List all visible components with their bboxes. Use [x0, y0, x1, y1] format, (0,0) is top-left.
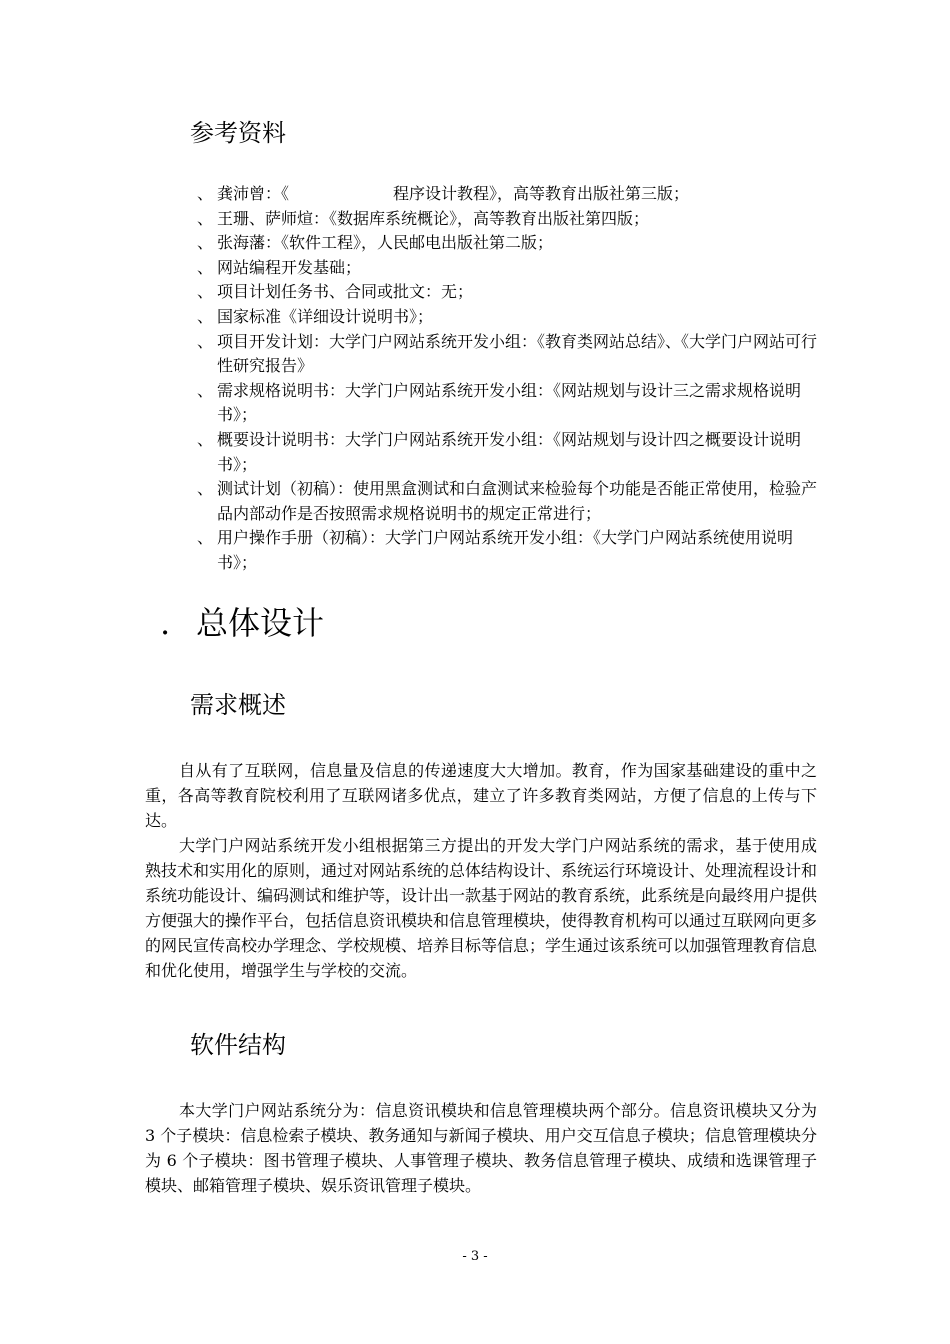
chapter-heading [160, 603, 324, 643]
reference-item: 、 项目开发计划：大学门户网站系统开发小组：《教育类网站总结》、《大学门户网站可行性研究报告》 [197, 331, 818, 376]
reference-item: 、 网站编程开发基础； [197, 257, 362, 277]
body-paragraph: 自从有了互联网，信息量及信息的传递速度大大增加。教育，作为国家基础建设的重中之重，各高等教育院校利用了互联网诸多优点，建立了许多教育类网站，方便了信息的上传与下达。 [145, 761, 817, 830]
reference-item: 、 张海藩：《软件工程》，人民邮电出版社第二版； [197, 233, 554, 253]
reference-item: 、 用户操作手册（初稿）：大学门户网站系统开发小组：《大学门户网站系统使用说明书》； [197, 528, 794, 572]
body-paragraph: 大学门户网站系统开发小组根据第三方提出的开发大学门户网站系统的需求，基于使用成熟技术和实用化的原则，通过对网站系统的总体结构设计、系统运行环境设计、处理流程设计和系统功能设计、编码测试和维护等，设计出一款基于网站的教育系统，此系统是向最终用户提供方便强大的操作平台，包括信息资讯模块和信息管理模块，使得教育机构可以通过互联网向更多的网民宣传高校办学理念、学校规模、培养目标等信息；学生通过该系统可以加强管理教育信息和优化使用，增强学生与学校的交流。 [145, 836, 818, 980]
chapter-title: 总体设计 [196, 604, 325, 642]
section-heading-structure: 软件结构 [190, 1031, 286, 1059]
reference-list [197, 182, 817, 576]
reference-item: 、 测试计划（初稿）：使用黑盒测试和白盒测试来检验每个功能是否能正常使用，检验产品内部动作是否按照需求规格说明书的规定正常进行； [197, 479, 818, 523]
reference-item: 、 项目计划任务书、合同或批文：无； [197, 282, 474, 302]
section-heading-references: 参考资料 [190, 119, 286, 147]
reference-item: 、 需求规格说明书：大学门户网站系统开发小组：《网站规划与设计三之需求规格说明书》； [197, 380, 802, 425]
page-number: - 3 - [462, 1249, 488, 1264]
body-paragraph: 本大学门户网站系统分为：信息资讯模块和信息管理模块两个部分。信息资讯模块又分为 3 个子模块：信息检索子模块、教务通知与新闻子模块、用户交互信息子模块；信息管理模块分为 6 个子模块：图书管理子模块、人事管理子模块、教务信息管理子模块、成绩和选课管理子模块、邮箱管理子模块、娱乐资讯管理子模块。 [145, 1101, 817, 1195]
reference-item: 、 龚沛曾：《 程序设计教程》，高等教育出版社第三版； [197, 184, 690, 203]
reference-item: 、 概要设计说明书：大学门户网站系统开发小组：《网站规划与设计四之概要设计说明书》； [197, 429, 802, 474]
chapter-number: . [160, 604, 171, 642]
section-heading-overview: 需求概述 [190, 691, 286, 719]
reference-item: 、 国家标准《详细设计说明书》； [197, 306, 434, 326]
reference-item: 、 王珊、萨师煊：《数据库系统概论》，高等教育出版社第四版； [197, 208, 650, 228]
